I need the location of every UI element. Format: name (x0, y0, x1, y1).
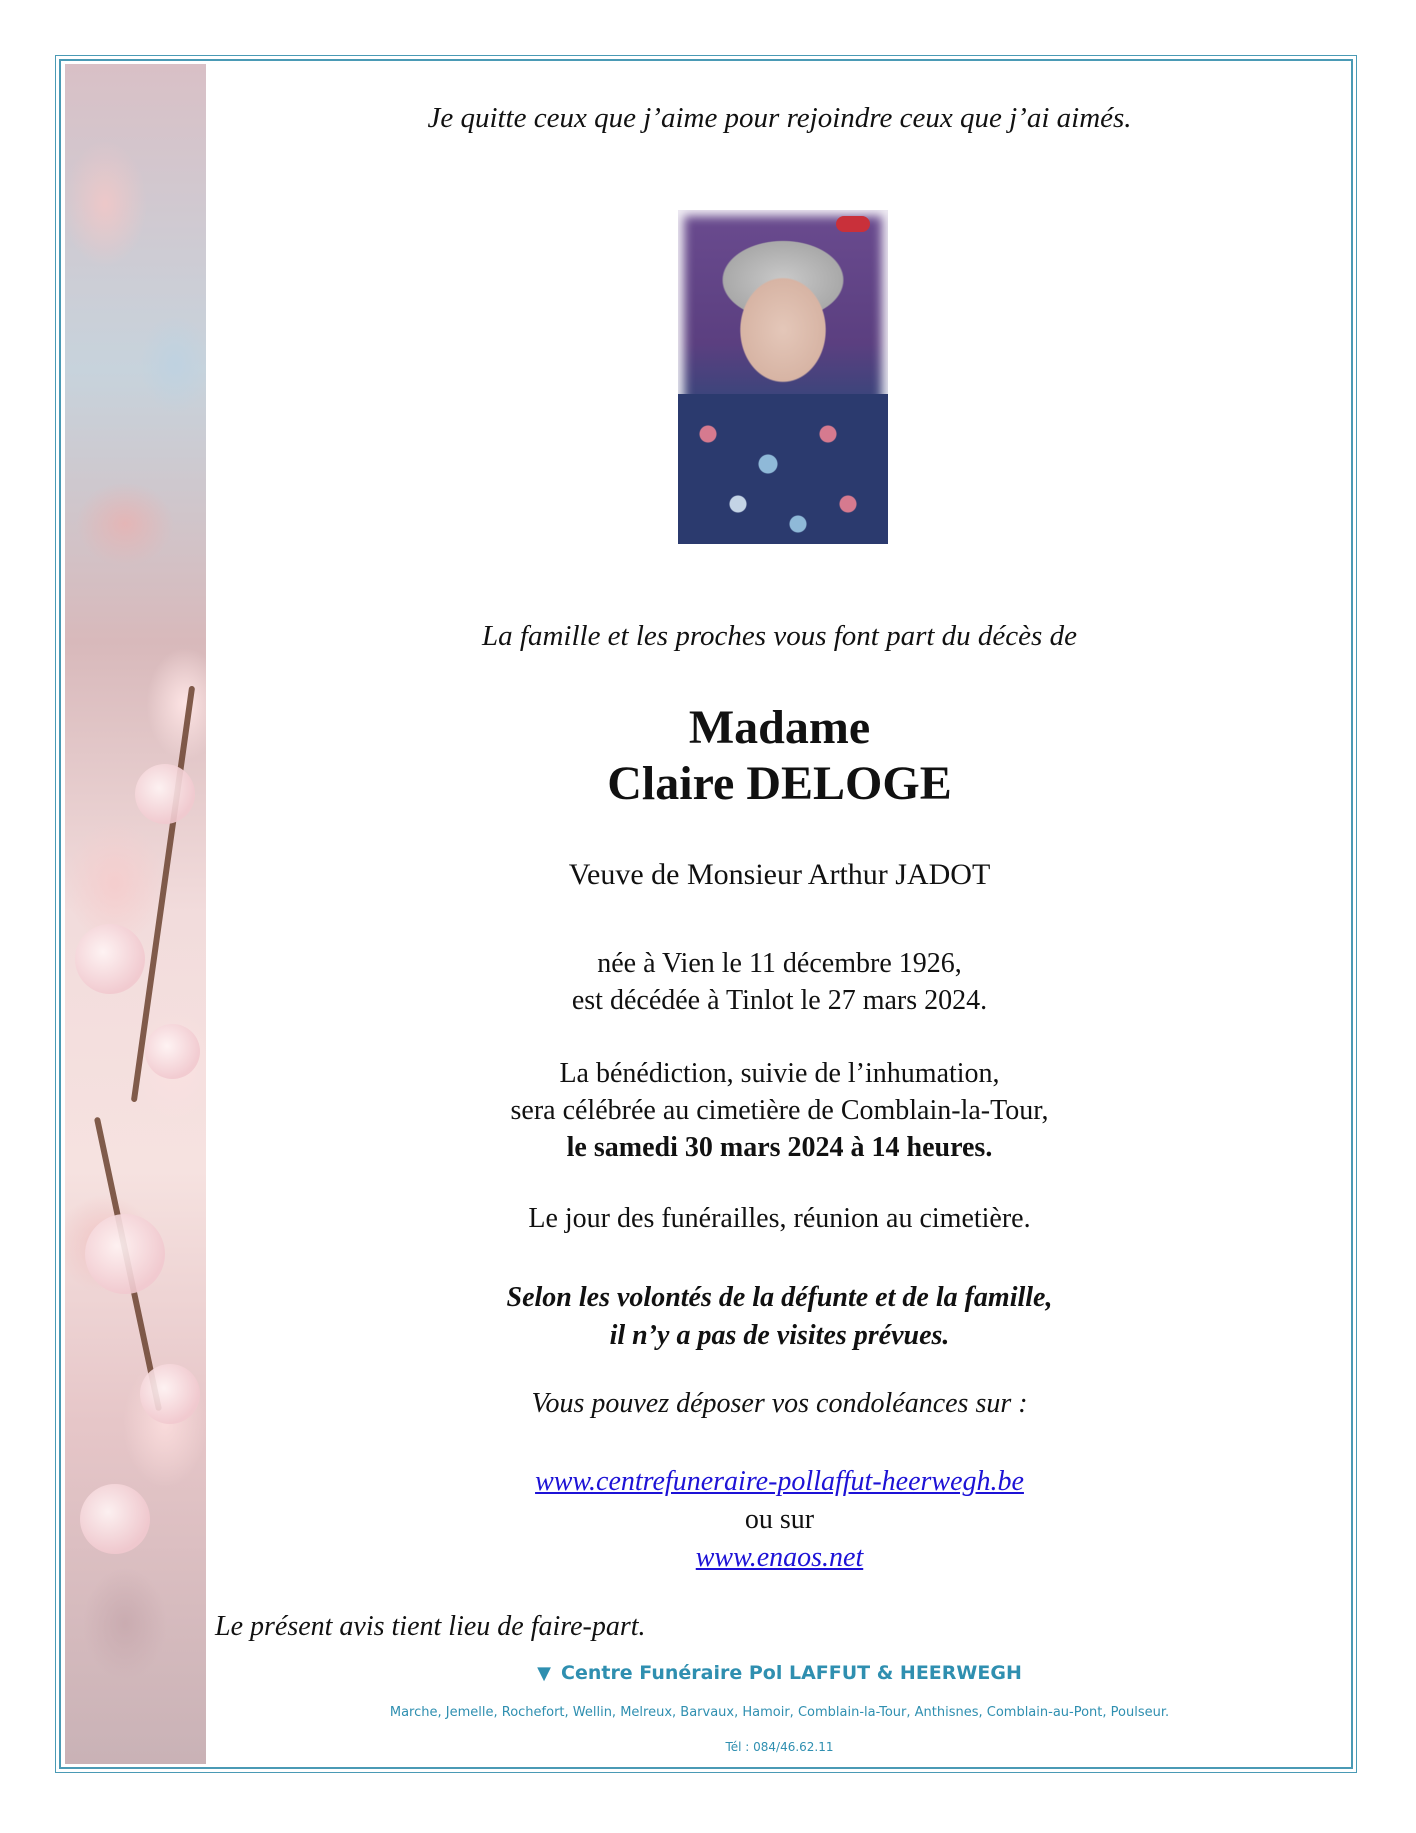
widow-line: Veuve de Monsieur Arthur JADOT (568, 858, 991, 891)
wishes-line-1: Selon les volontés de la défunte et de la famille, (506, 1282, 1053, 1313)
wishes-line-2: il n’y a pas de visites prévues. (609, 1320, 950, 1351)
ceremony-info (206, 1055, 1353, 1166)
birth-death-info (206, 945, 1353, 1019)
portrait-background-decoration (836, 216, 870, 232)
portrait-photo (678, 210, 888, 544)
portrait-dress-pattern (678, 394, 888, 544)
notice-text: Le présent avis tient lieu de faire-part. (215, 1611, 646, 1642)
funeral-center-phone: Tél : 084/46.62.11 (725, 1740, 834, 1754)
gathering-info: Le jour des funérailles, réunion au cimetière. (528, 1203, 1031, 1234)
family-wishes (206, 1279, 1353, 1355)
funeral-center-locations: Marche, Jemelle, Rochefort, Wellin, Melreux, Barvaux, Hamoir, Comblain-la-Tour, Anthisnes, Comblain-au-Pont, Poulseur. (389, 1705, 1170, 1720)
deceased-name-block (206, 700, 1353, 812)
ceremony-date: le samedi 30 mars 2024 à 14 heures. (566, 1132, 993, 1163)
announcement-intro: La famille et les proches vous font part du décès de (482, 620, 1077, 652)
ceremony-line-1: La bénédiction, suivie de l’inhumation, (559, 1058, 1000, 1089)
floral-decoration-strip (65, 64, 206, 1764)
condolences-text: Vous pouvez déposer vos condoléances sur : (531, 1388, 1028, 1419)
enaos-link[interactable]: www.enaos.net (695, 1542, 864, 1573)
epitaph-quote: Je quitte ceux que j’aime pour rejoindre ceux que j’ai aimés. (427, 102, 1132, 134)
condolence-links (206, 1463, 1353, 1577)
death-line: est décédée à Tinlot le 27 mars 2024. (571, 985, 988, 1016)
deceased-title: Madame (688, 701, 871, 754)
funeral-center-link[interactable]: www.centrefuneraire-pollaffut-heerwegh.be (535, 1466, 1024, 1497)
birth-line: née à Vien le 11 décembre 1926, (597, 948, 962, 979)
triangle-down-icon: ▼ (537, 1663, 551, 1684)
funeral-center-brand (206, 1662, 1353, 1684)
brand-name: Centre Funéraire Pol LAFFUT & HEERWEGH (561, 1662, 1022, 1684)
ceremony-line-2: sera célébrée au cimetière de Comblain-la-Tour, (510, 1095, 1049, 1126)
deceased-name: Claire DELOGE (607, 757, 952, 810)
or-text: ou sur (744, 1504, 815, 1535)
